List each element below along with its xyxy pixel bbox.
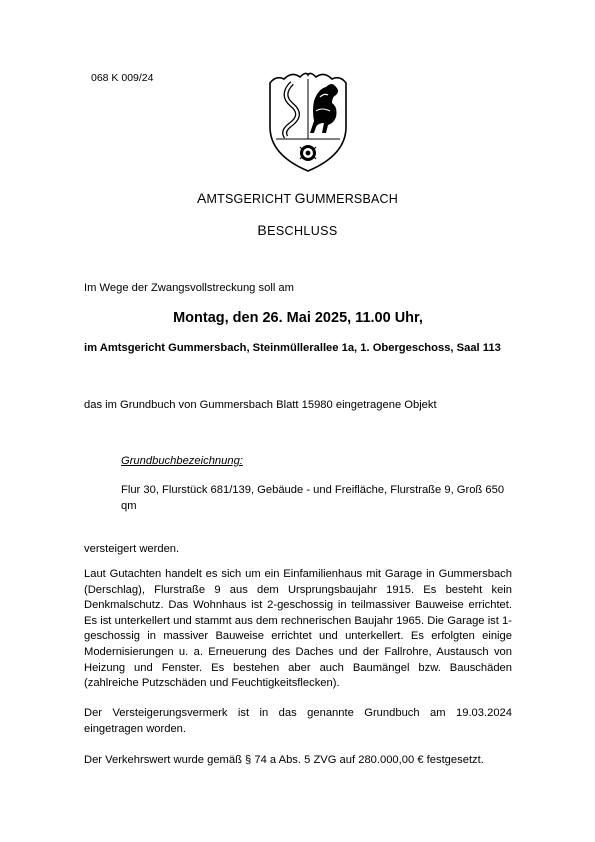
land-register-heading: Grundbuchbezeichnung: — [121, 455, 243, 467]
land-register-text: Flur 30, Flurstück 681/139, Gebäude - und Freifläche, Flurstraße 9, Groß 650 qm — [121, 484, 505, 512]
registration-note: Der Versteigerungsvermerk ist in das genannte Grundbuch am 19.03.2024 eingetragen worden. — [84, 707, 512, 735]
case-number: 068 K 009/24 — [91, 72, 154, 84]
document-title: BESCHLUSS — [257, 222, 338, 238]
court-name: AMTSGERICHT GUMMERSBACH — [196, 190, 399, 206]
market-value-text: Der Verkehrswert wurde gemäß § 74 a Abs. 5 ZVG auf 280.000,00 € festgesetzt. — [84, 754, 484, 766]
nrw-coat-of-arms-icon — [262, 67, 354, 173]
intro-text: Im Wege der Zwangsvollstreckung soll am — [84, 282, 294, 294]
auction-date: Montag, den 26. Mai 2025, 11.00 Uhr, — [173, 310, 423, 326]
auction-location: im Amtsgericht Gummersbach, Steinmüllerallee 1a, 1. Obergeschoss, Saal 113 — [84, 342, 501, 354]
auctioned-text: versteigert werden. — [84, 543, 180, 555]
appraisal-text: Laut Gutachten handelt es sich um ein Einfamilienhaus mit Garage in Gummersbach (Derschlag), Flurstraße 9 aus dem Ursprungsbaujahr 1915. Es besteht kein Denkmalschutz. Das Wohnhaus ist 2-geschossig in teilmassiver Bauweise errichtet. Es ist unterkellert und stammt aus dem rechnerischen Baujahr 1965. Die Garage ist 1-geschossig in massiver Bauweise errichtet und unterkellert. Es erfolgten einige Modernisierungen u. a. Erneuerung des Daches und der Fallrohre, Austausch von Heizung und Fenster. Es bestehen aber auch Baumängel bzw. Bauschäden (zahlreiche Putzschäden und Feuchtigkeitsflecken). — [84, 568, 512, 690]
object-text: das im Grundbuch von Gummersbach Blatt 15980 eingetragene Objekt — [84, 399, 437, 411]
